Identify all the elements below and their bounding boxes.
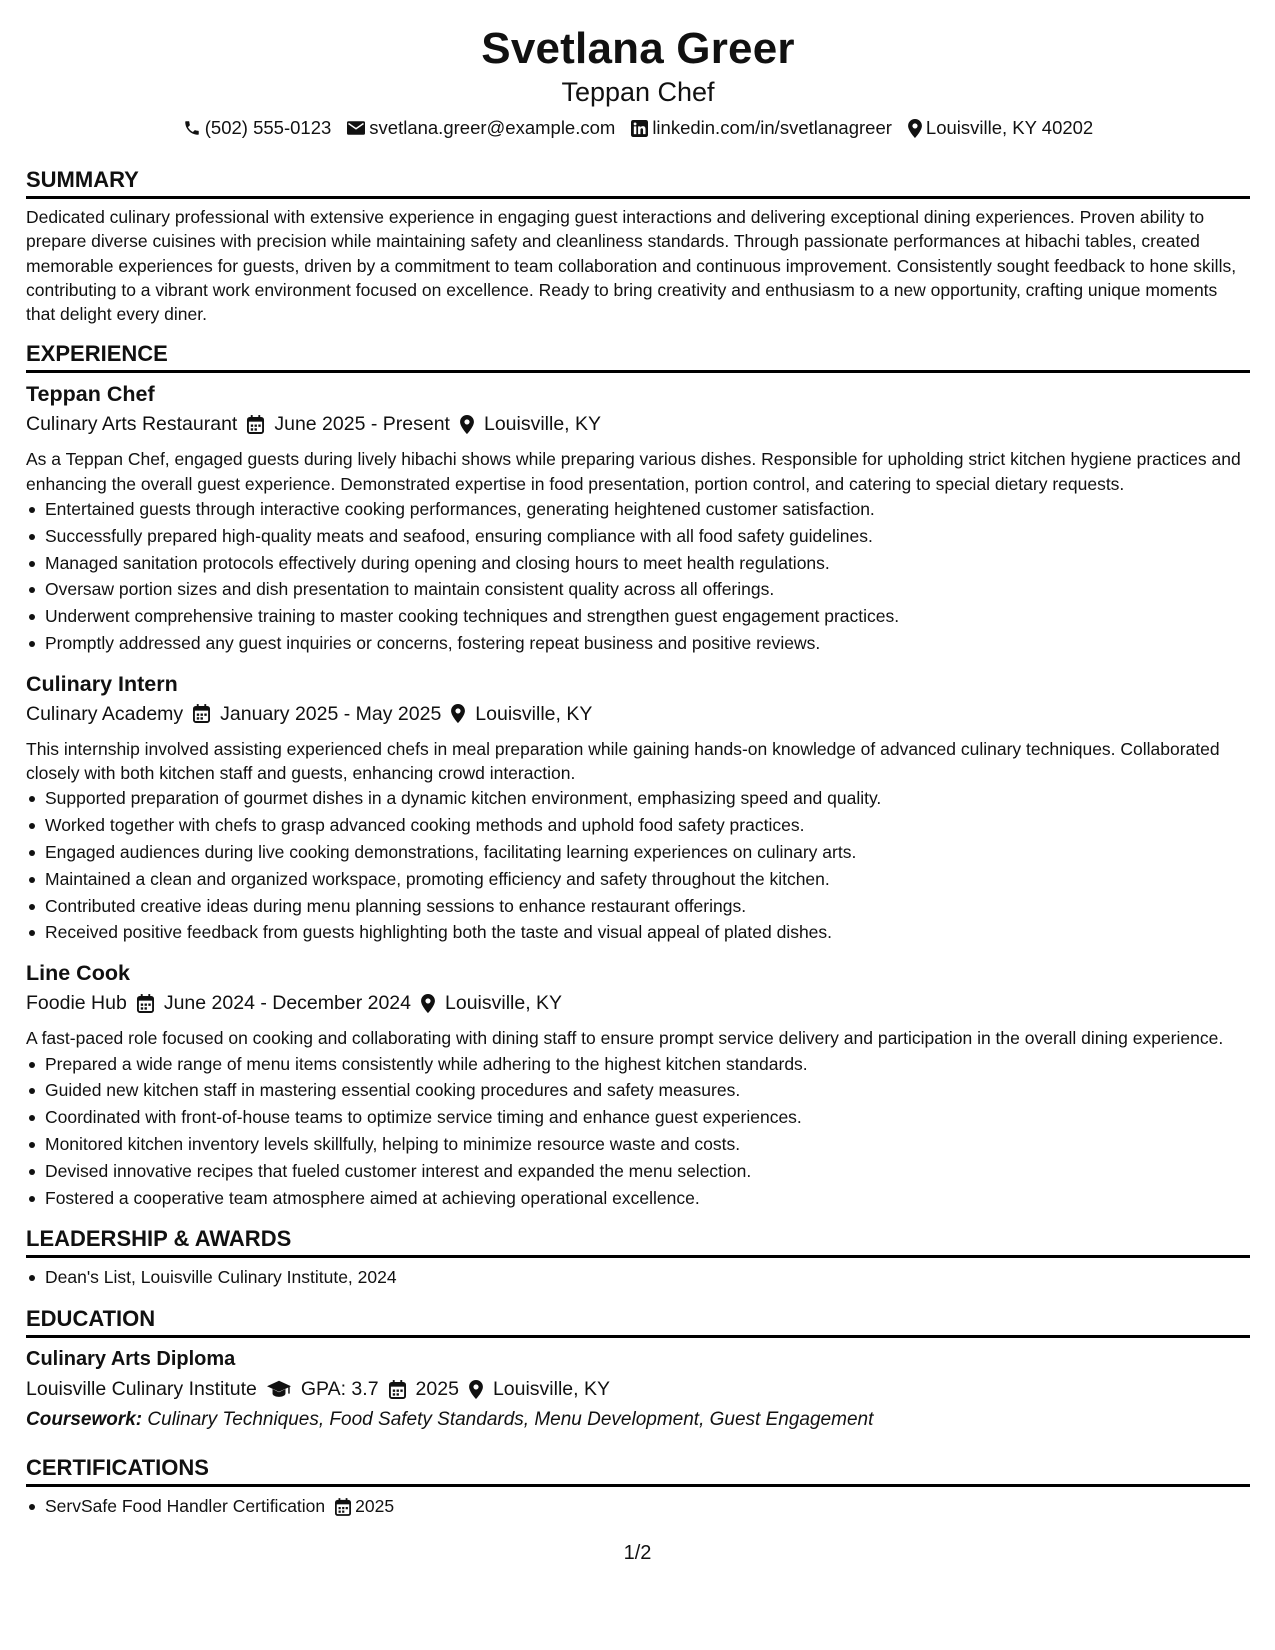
- awards-list: [26, 1264, 1250, 1291]
- experience-section: [26, 340, 1250, 1211]
- calendar-icon: [137, 994, 154, 1013]
- contact-email[interactable]: [347, 116, 615, 140]
- job-location: [460, 409, 601, 439]
- list-item: Engaged audiences during live cooking demonstrations, facilitating learning experiences on culinary arts.: [26, 839, 1250, 866]
- calendar-icon: [335, 1498, 351, 1516]
- calendar-icon: [389, 1380, 406, 1399]
- list-item: [26, 1493, 1250, 1520]
- job-location-text: Louisville, KY: [445, 992, 563, 1015]
- resume-page: [26, 0, 1250, 1520]
- education-location: [469, 1374, 610, 1404]
- contact-location: [908, 116, 1093, 140]
- map-pin-icon: [460, 415, 474, 434]
- map-pin-icon: [469, 1380, 483, 1399]
- job-dates: [247, 409, 450, 439]
- list-item: Promptly addressed any guest inquiries or concerns, fostering repeat business and positive reviews.: [26, 630, 1250, 657]
- linkedin-icon: [631, 120, 648, 137]
- job-title: Teppan Chef: [26, 382, 155, 407]
- job-dates: [193, 699, 441, 729]
- list-item: Devised innovative recipes that fueled customer interest and expanded the menu selection.: [26, 1158, 1250, 1185]
- education-section: [26, 1305, 1250, 1434]
- job-title: Line Cook: [26, 961, 130, 986]
- contact-phone[interactable]: [183, 116, 332, 140]
- envelope-icon: [347, 121, 365, 135]
- coursework-label: Coursework:: [26, 1409, 143, 1431]
- job-description: As a Teppan Chef, engaged guests during lively hibachi shows while preparing various dishes. Responsible for upholding strict kitchen hygiene practices and enhancing the overall guest experience. Demonstrated expertise in food presentation, portion control, and catering to special dietary requests.: [26, 449, 1241, 494]
- list-item: Received positive feedback from guests highlighting both the taste and visual appeal of plated dishes.: [26, 919, 1250, 946]
- contact-linkedin[interactable]: [631, 116, 892, 140]
- contact-bar: [26, 116, 1250, 140]
- job-dates: [137, 988, 411, 1018]
- calendar-icon: [193, 704, 210, 723]
- list-item: Guided new kitchen staff in mastering essential cooking procedures and safety measures.: [26, 1077, 1250, 1104]
- list-item: Monitored kitchen inventory levels skillfully, helping to minimize resource waste and costs.: [26, 1131, 1250, 1158]
- certifications-heading: CERTIFICATIONS: [26, 1454, 1250, 1487]
- job-entry: [26, 669, 1250, 946]
- map-pin-icon: [908, 119, 922, 138]
- job-title: Culinary Intern: [26, 671, 178, 696]
- location-text: Louisville, KY: [492, 1378, 610, 1401]
- job-bullets: [26, 496, 1250, 657]
- list-item: Prepared a wide range of menu items consistently while adhering to the highest kitchen standards.: [26, 1051, 1250, 1078]
- year-text: 2025: [415, 1378, 459, 1401]
- list-item: Supported preparation of gourmet dishes in a dynamic kitchen environment, emphasizing speed and quality.: [26, 785, 1250, 812]
- map-pin-icon: [451, 704, 465, 723]
- list-item: Successfully prepared high-quality meats and seafood, ensuring compliance with all food safety guidelines.: [26, 523, 1250, 550]
- certifications-section: [26, 1454, 1250, 1520]
- list-item: Managed sanitation protocols effectively during opening and closing hours to meet health regulations.: [26, 550, 1250, 577]
- resume-header: [26, 0, 1250, 140]
- list-item: Oversaw portion sizes and dish presentation to maintain consistent quality across all offerings.: [26, 576, 1250, 603]
- job-bullets: [26, 1051, 1250, 1212]
- job-company: Foodie Hub: [26, 992, 127, 1015]
- job-description: A fast-paced role focused on cooking and collaborating with dining staff to ensure prompt service delivery and participation in the overall dining experience.: [26, 1028, 1224, 1049]
- list-item: Worked together with chefs to grasp advanced cooking methods and uphold food safety practices.: [26, 812, 1250, 839]
- candidate-title: Teppan Chef: [561, 77, 715, 107]
- certifications-list: [26, 1493, 1250, 1520]
- summary-section: [26, 166, 1250, 326]
- summary-heading: SUMMARY: [26, 166, 1250, 199]
- list-item: Contributed creative ideas during menu planning sessions to enhance restaurant offerings.: [26, 893, 1250, 920]
- graduation-cap-icon: [267, 1380, 291, 1398]
- map-pin-icon: [421, 994, 435, 1013]
- degree-title: Culinary Arts Diploma: [26, 1348, 236, 1371]
- list-item: Entertained guests through interactive cooking performances, generating heightened customer satisfaction.: [26, 496, 1250, 523]
- list-item: Dean's List, Louisville Culinary Institute, 2024: [26, 1264, 1250, 1291]
- phone-icon: [183, 119, 201, 137]
- job-location-text: Louisville, KY: [483, 413, 602, 436]
- job-meta: [26, 988, 1250, 1018]
- calendar-icon: [247, 415, 264, 434]
- phone-text: (502) 555-0123: [204, 117, 332, 138]
- education-meta: [26, 1374, 1250, 1404]
- job-location: [451, 699, 592, 729]
- experience-heading: EXPERIENCE: [26, 340, 1250, 373]
- job-description: This internship involved assisting experienced chefs in meal preparation while gaining hands-on knowledge of advanced culinary techniques. Collaborated closely with both kitchen staff and guests, enhancing crowd interaction.: [26, 738, 1220, 784]
- awards-section: [26, 1225, 1250, 1291]
- candidate-name: Svetlana Greer: [481, 24, 795, 73]
- job-entry: [26, 958, 1250, 1211]
- job-dates-text: June 2024 - December 2024: [163, 992, 411, 1015]
- job-entry: [26, 379, 1250, 656]
- job-location: [421, 988, 562, 1018]
- gpa-text: GPA: 3.7: [300, 1378, 379, 1401]
- education-entry: [26, 1344, 1250, 1434]
- job-bullets: [26, 785, 1250, 946]
- email-text: svetlana.greer@example.com: [369, 117, 616, 138]
- list-item: Maintained a clean and organized workspace, promoting efficiency and safety throughout the kitchen.: [26, 866, 1250, 893]
- awards-heading: LEADERSHIP & AWARDS: [26, 1225, 1250, 1258]
- summary-text: Dedicated culinary professional with extensive experience in engaging guest interactions and delivering exceptional dining experiences. Proven ability to prepare diverse cuisines with precision while maintaining safety and cleanliness standards. Through passionate performances at hibachi tables, created memorable experiences for guests, driven by a commitment to team collaboration and continuous improvement. Consistently sought feedback to hone skills, contributing to a vibrant work environment focused on excellence. Ready to bring creativity and enthusiasm to a new opportunity, crafting unique moments that delight every diner.: [26, 207, 1237, 325]
- education-year: [389, 1374, 459, 1404]
- education-heading: EDUCATION: [26, 1305, 1250, 1338]
- list-item: Underwent comprehensive training to master cooking techniques and strengthen guest engagement practices.: [26, 603, 1250, 630]
- job-company: Culinary Academy: [26, 702, 184, 725]
- job-dates-text: January 2025 - May 2025: [220, 702, 442, 725]
- job-company: Culinary Arts Restaurant: [26, 413, 238, 436]
- job-meta: [26, 699, 1250, 729]
- coursework: [26, 1406, 1250, 1434]
- coursework-text: Culinary Techniques, Food Safety Standards, Menu Development, Guest Engagement: [147, 1409, 874, 1431]
- list-item: Coordinated with front-of-house teams to optimize service timing and enhance guest experiences.: [26, 1104, 1250, 1131]
- cert-name: ServSafe Food Handler Certification: [45, 1496, 326, 1517]
- job-dates-text: June 2025 - Present: [274, 413, 450, 436]
- cert-year: 2025: [355, 1496, 395, 1517]
- education-gpa: [267, 1374, 379, 1404]
- location-text: Louisville, KY 40202: [925, 117, 1094, 138]
- page-number: 1/2: [623, 1542, 652, 1564]
- job-meta: [26, 409, 1250, 439]
- linkedin-text: linkedin.com/in/svetlanagreer: [652, 117, 892, 138]
- list-item: Fostered a cooperative team atmosphere aimed at achieving operational excellence.: [26, 1185, 1250, 1212]
- job-location-text: Louisville, KY: [475, 702, 593, 725]
- school-name: Louisville Culinary Institute: [26, 1378, 257, 1401]
